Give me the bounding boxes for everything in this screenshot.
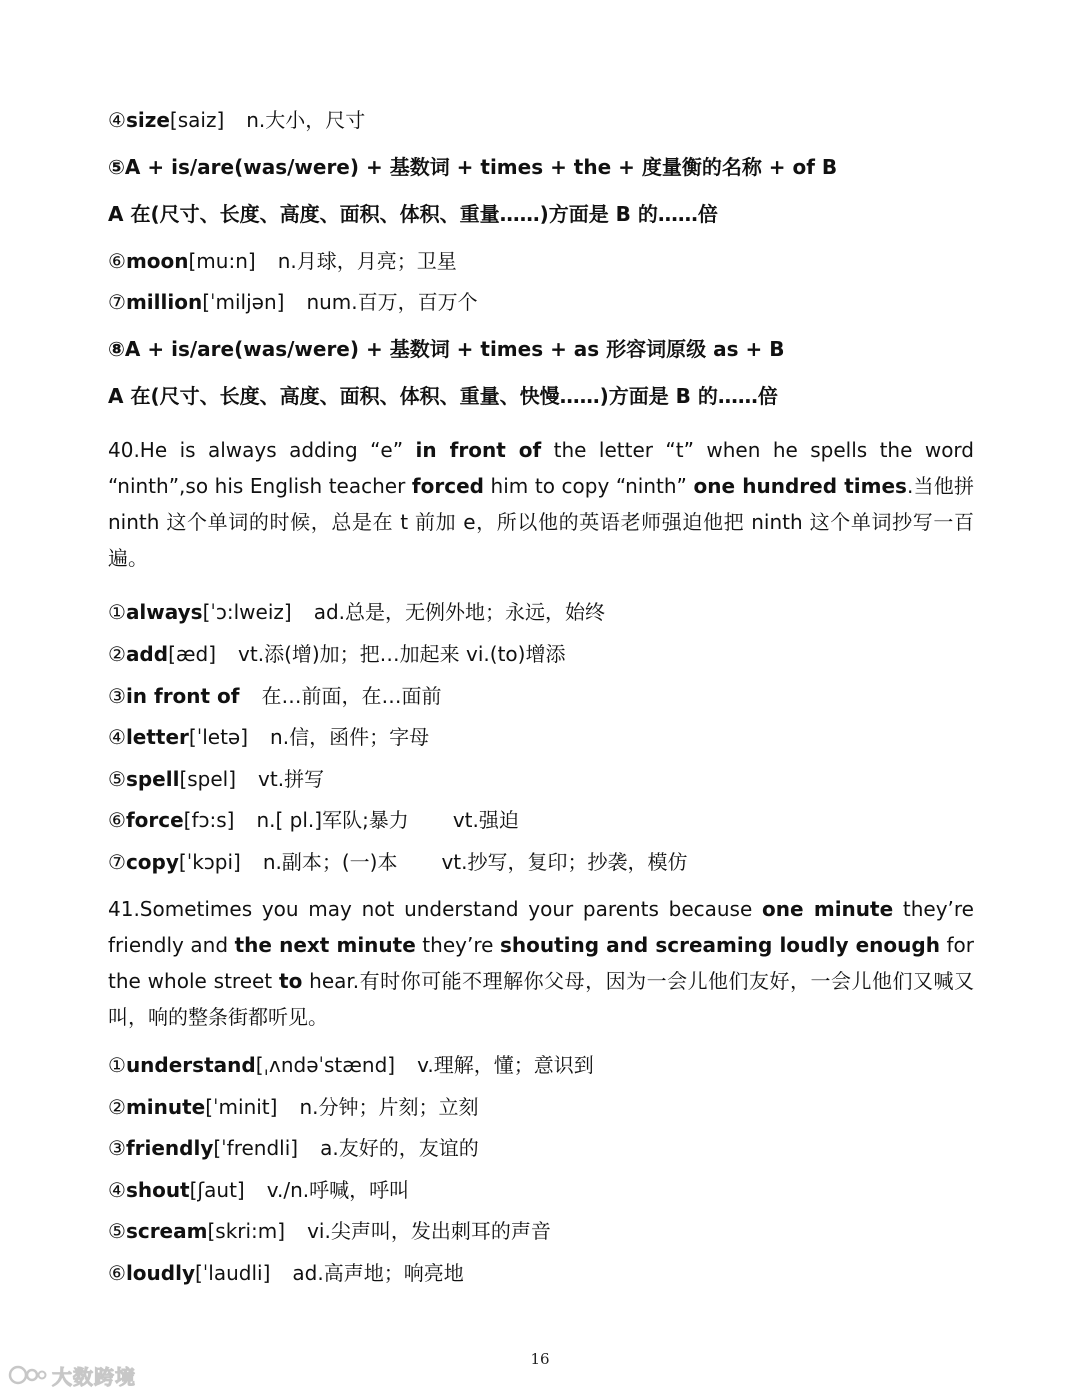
entry-phonetic: [ˈfrendli] xyxy=(213,1136,299,1160)
pattern-meaning-1: A 在(尺寸、长度、高度、面积、体积、重量……)方面是 B 的……倍 xyxy=(108,202,718,226)
pattern-formula-times-as: ⑧A + is/are(was/were) + 基数词 + times + as 形容词原级 as + B xyxy=(108,337,785,361)
vocab-entry-shout xyxy=(108,1178,974,1202)
key-phrase: to xyxy=(279,969,303,993)
entry-definition: ad.高声地；响亮地 xyxy=(292,1261,464,1285)
pattern-meaning-2: A 在(尺寸、长度、高度、面积、体积、重量、快慢……)方面是 B 的……倍 xyxy=(108,384,778,408)
entry-number: ① xyxy=(108,1053,126,1077)
sentence-translation: hear.有时你可能不理解你父母，因为一会儿他们友好，一会儿他们又喊又叫，响的整条街都听见。 xyxy=(108,969,974,1029)
entry-definition-verb: vt.抄写，复印；抄袭，模仿 xyxy=(441,850,688,874)
entry-definition-verb: vt.强迫 xyxy=(452,808,519,832)
entry-number: ⑦ xyxy=(108,850,126,874)
entry-number: ③ xyxy=(108,1136,126,1160)
sentence-text: the letter “t” when he spells the word “ninth”,so his English teacher xyxy=(108,438,974,498)
vocab-entry-force xyxy=(108,808,974,832)
key-phrase: forced xyxy=(411,474,484,498)
vocab-entry-minute xyxy=(108,1095,974,1119)
entry-word: loudly xyxy=(125,1261,195,1285)
entry-definition: a.友好的，友谊的 xyxy=(320,1136,479,1160)
entry-number: ② xyxy=(108,1095,126,1119)
entry-number: ④ xyxy=(108,108,126,132)
entry-definition: n.分钟；片刻；立刻 xyxy=(299,1095,479,1119)
watermark-logo-icon xyxy=(8,1362,48,1388)
entry-word: spell xyxy=(125,767,180,791)
watermark xyxy=(8,1360,136,1390)
entry-definition: num.百万，百万个 xyxy=(306,290,478,314)
entry-number: ⑥ xyxy=(108,808,126,832)
entry-word: letter xyxy=(125,725,189,749)
pattern-formula-times-the: ⑤A + is/are(was/were) + 基数词 + times + the + 度量衡的名称 + of B xyxy=(108,155,838,179)
entry-definition: ad.总是，无例外地；永远，始终 xyxy=(313,600,606,624)
entry-definition: vt.添(增)加；把…加起来 vi.(to)增添 xyxy=(238,642,566,666)
vocab-entry-loudly xyxy=(108,1261,974,1285)
entry-definition: n.信，函件；字母 xyxy=(270,725,430,749)
entry-word: always xyxy=(125,600,203,624)
entry-number: ① xyxy=(108,600,126,624)
entry-phonetic: [skri:m] xyxy=(207,1219,286,1243)
entry-number: ④ xyxy=(108,1178,126,1202)
entry-phonetic: [fɔ:s] xyxy=(183,808,235,832)
entry-definition: n.大小，尺寸 xyxy=(246,108,366,132)
entry-word: million xyxy=(125,290,203,314)
entry-number: ⑥ xyxy=(108,249,126,273)
vocab-entry-size xyxy=(108,108,974,132)
entry-word: copy xyxy=(125,850,179,874)
entry-number: ⑤ xyxy=(108,1219,126,1243)
entry-phonetic: [ˈɔ:lweiz] xyxy=(202,600,292,624)
entry-definition: v.理解，懂；意识到 xyxy=(417,1053,594,1077)
entry-phonetic: [æd] xyxy=(168,642,217,666)
vocab-entry-in-front-of xyxy=(108,684,974,708)
entry-phonetic: [ˈlaudli] xyxy=(194,1261,271,1285)
entry-word: understand xyxy=(125,1053,256,1077)
entry-word: add xyxy=(125,642,169,666)
entry-word: friendly xyxy=(125,1136,214,1160)
vocab-entry-understand xyxy=(108,1053,974,1077)
entry-phonetic: [mu:n] xyxy=(188,249,256,273)
vocab-entry-moon xyxy=(108,249,974,273)
vocab-entry-add xyxy=(108,642,974,666)
entry-phonetic: [ˌʌndəˈstænd] xyxy=(255,1053,396,1077)
sentence-41 xyxy=(108,891,974,1035)
key-phrase: one hundred times xyxy=(693,474,907,498)
entry-number: ⑦ xyxy=(108,290,126,314)
page-number: 16 xyxy=(530,1350,550,1368)
entry-definition: vt.拼写 xyxy=(258,767,325,791)
entry-definition: v./n.呼喊，呼叫 xyxy=(266,1178,410,1202)
key-phrase: the next minute xyxy=(234,933,416,957)
entry-phonetic: [ˈletə] xyxy=(188,725,249,749)
entry-number: ③ xyxy=(108,684,126,708)
vocab-entry-scream xyxy=(108,1219,974,1243)
entry-definition: n.[ pl.]军队;暴力 xyxy=(256,808,409,832)
vocab-entry-always xyxy=(108,600,974,624)
entry-word: shout xyxy=(125,1178,190,1202)
vocab-entry-million xyxy=(108,290,974,314)
entry-phonetic: [ˈmiljən] xyxy=(202,290,285,314)
entry-word: force xyxy=(125,808,184,832)
entry-word: size xyxy=(125,108,170,132)
entry-definition: n.副本；(一)本 xyxy=(262,850,398,874)
sentence-translation: .当他拼 ninth 这个单词的时候，总是在 t 前加 e，所以他的英语老师强迫他把 ninth 这个单词抄写一百遍。 xyxy=(108,474,975,570)
entry-phonetic: [saiz] xyxy=(169,108,225,132)
entry-word: in front of xyxy=(125,684,240,708)
key-phrase: in front of xyxy=(415,438,542,462)
vocab-entry-letter xyxy=(108,725,974,749)
entry-word: minute xyxy=(125,1095,206,1119)
vocab-entry-copy xyxy=(108,850,974,874)
entry-word: moon xyxy=(125,249,189,273)
entry-phonetic: [spel] xyxy=(179,767,237,791)
vocab-entry-spell xyxy=(108,767,974,791)
watermark-text: 大数跨境 xyxy=(52,1364,136,1389)
sentence-text: they’re friendly and xyxy=(108,897,974,957)
entry-definition: 在…前面，在…面前 xyxy=(261,684,442,708)
key-phrase: shouting and screaming loudly enough xyxy=(499,933,940,957)
entry-number: ④ xyxy=(108,725,126,749)
sentence-text: 40.He is always adding “e” xyxy=(108,438,416,462)
sentence-text: him to copy “ninth” xyxy=(483,474,694,498)
entry-definition: vi.尖声叫，发出刺耳的声音 xyxy=(307,1219,551,1243)
entry-definition: n.月球，月亮；卫星 xyxy=(277,249,457,273)
sentence-text: for the whole street xyxy=(108,933,974,993)
entry-phonetic: [ˈkɔpi] xyxy=(178,850,241,874)
entry-number: ⑤ xyxy=(108,767,126,791)
entry-phonetic: [ʃaut] xyxy=(189,1178,245,1202)
entry-word: scream xyxy=(125,1219,208,1243)
key-phrase: one minute xyxy=(762,897,894,921)
vocab-entry-friendly xyxy=(108,1136,974,1160)
entry-number: ② xyxy=(108,642,126,666)
sentence-text: they’re xyxy=(415,933,500,957)
sentence-text: 41.Sometimes you may not understand your parents because xyxy=(108,897,762,921)
entry-number: ⑥ xyxy=(108,1261,126,1285)
sentence-40 xyxy=(108,432,974,576)
entry-phonetic: [ˈminit] xyxy=(205,1095,278,1119)
